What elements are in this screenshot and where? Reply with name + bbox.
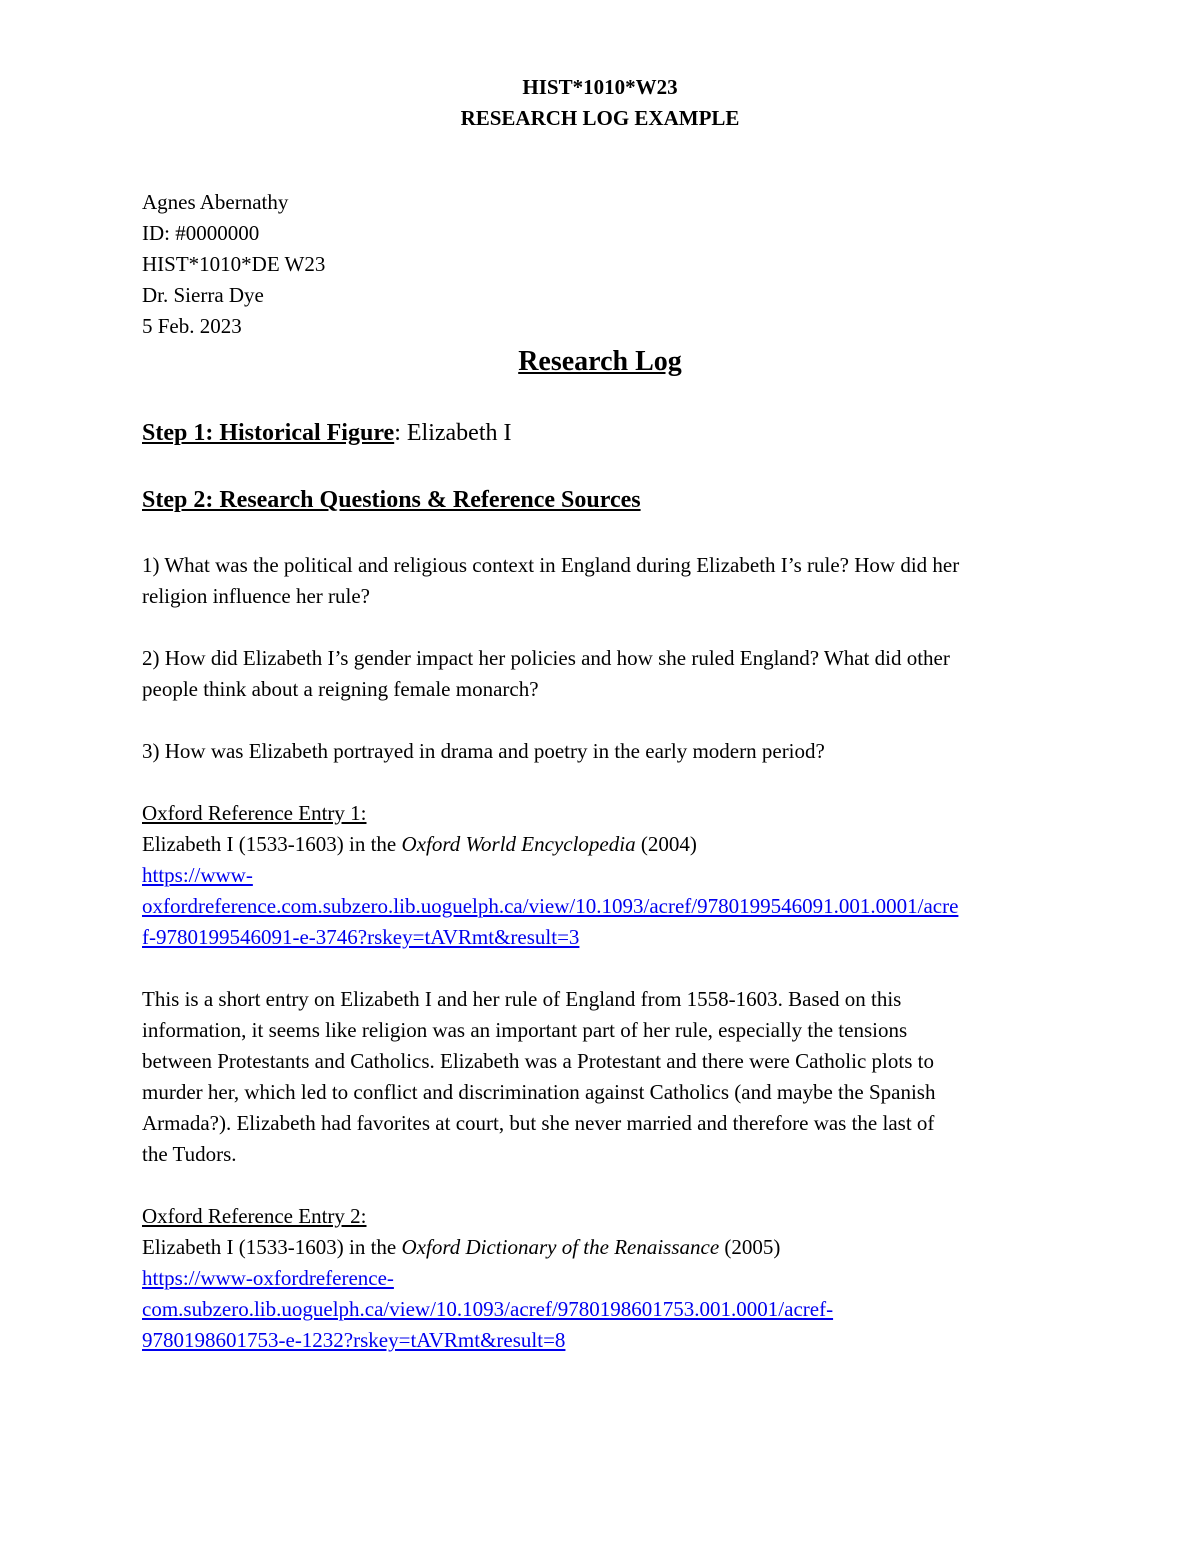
step1-value: Elizabeth I (400, 420, 512, 446)
entry-2-citation-title: Oxford Dictionary of the Renaissance (401, 1235, 720, 1259)
entry-2-heading: Oxford Reference Entry 2: (142, 1204, 367, 1228)
entry-1-heading: Oxford Reference Entry 1: (142, 801, 367, 825)
entry-1-url-line-1[interactable]: https://www- (142, 863, 253, 887)
course-code-heading: HIST*1010*W23 (522, 75, 678, 99)
student-id: ID: #0000000 (142, 221, 260, 245)
entry-1-citation (142, 834, 697, 855)
entry-2-citation-pre: Elizabeth I (1533-1603) in the (142, 1235, 402, 1259)
entry-1-summary-line-4: murder her, which led to conflict and discrimination against Catholics (and maybe the Spanish (142, 1080, 936, 1104)
entry-2-citation (142, 1237, 780, 1258)
entry-1-citation-pre: Elizabeth I (1533-1603) in the (142, 832, 402, 856)
submission-date: 5 Feb. 2023 (142, 314, 242, 338)
entry-1-summary-line-5: Armada?). Elizabeth had favorites at court, but she never married and therefore was the last of (142, 1111, 935, 1135)
step1-heading (142, 421, 511, 445)
question-3-line-1: 3) How was Elizabeth portrayed in drama and poetry in the early modern period? (142, 739, 825, 763)
entry-1-summary-line-3: between Protestants and Catholics. Elizabeth was a Protestant and there were Catholic plots to (142, 1049, 934, 1073)
step1-label: Step 1: Historical Figure (142, 420, 395, 446)
entry-1-url-line-2[interactable]: oxfordreference.com.subzero.lib.uoguelph.ca/view/10.1093/acref/9780199546091.001.0001/acre (142, 894, 959, 918)
entry-1-citation-post: (2004) (635, 832, 697, 856)
question-2-line-2: people think about a reigning female monarch? (142, 677, 539, 701)
page-title: Research Log (518, 346, 682, 377)
entry-1-summary-line-2: information, it seems like religion was an important part of her rule, especially the tensions (142, 1018, 908, 1042)
entry-2-citation-post: (2005) (719, 1235, 781, 1259)
course-section: HIST*1010*DE W23 (142, 252, 326, 276)
student-name: Agnes Abernathy (142, 190, 289, 214)
entry-1-summary-line-6: the Tudors. (142, 1142, 237, 1166)
step2-heading (142, 488, 641, 512)
entry-2-url-line-3[interactable]: 9780198601753-e-1232?rskey=tAVRmt&result=8 (142, 1328, 566, 1352)
entry-1-url-line-3[interactable]: f-9780199546091-e-3746?rskey=tAVRmt&result=3 (142, 925, 580, 949)
document-type-heading: RESEARCH LOG EXAMPLE (460, 106, 740, 130)
question-1-line-1: 1) What was the political and religious context in England during Elizabeth I’s rule? How did her (142, 553, 960, 577)
entry-1-summary-line-1: This is a short entry on Elizabeth I and her rule of England from 1558-1603. Based on this (142, 987, 902, 1011)
question-1-line-2: religion influence her rule? (142, 584, 370, 608)
question-2-line-1: 2) How did Elizabeth I’s gender impact her policies and how she ruled England? What did other (142, 646, 950, 670)
instructor-name: Dr. Sierra Dye (142, 283, 264, 307)
step1-separator: : (394, 420, 401, 446)
entry-2-url-line-1[interactable]: https://www-oxfordreference- (142, 1266, 394, 1290)
step2-label: Step 2: Research Questions & Reference Sources (142, 487, 641, 513)
entry-1-citation-title: Oxford World Encyclopedia (401, 832, 636, 856)
entry-2-url-line-2[interactable]: com.subzero.lib.uoguelph.ca/view/10.1093/acref/9780198601753.001.0001/acref- (142, 1297, 834, 1321)
